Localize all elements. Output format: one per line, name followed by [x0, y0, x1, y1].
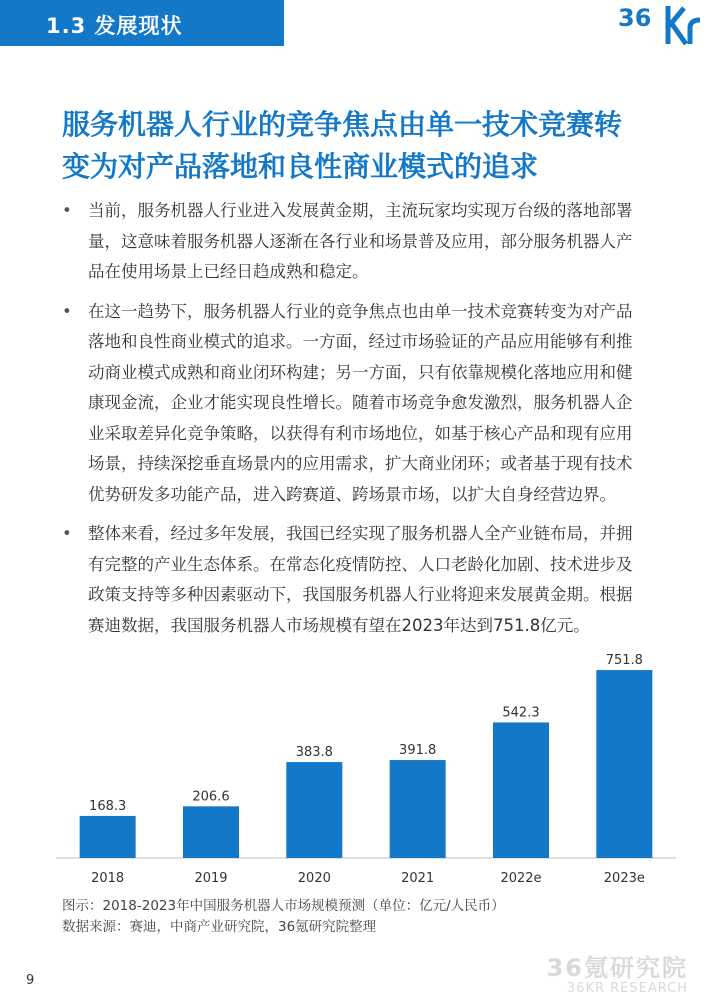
bullet-list	[62, 196, 662, 650]
bullet-marker: •	[62, 524, 72, 543]
x-tick-2022e: 2022e	[500, 871, 542, 886]
bullet-line: 优势研发多功能产品，进入跨赛道、跨场景市场，以扩大自身经营边界。	[88, 484, 616, 504]
bullet-line: 场景，持续深挖垂直场景内的应用需求，扩大商业闭环；或者基于现有技术	[88, 454, 633, 473]
36kr-logo	[610, 0, 706, 48]
bar-2018	[80, 816, 136, 858]
logo-number: 36	[618, 4, 652, 32]
page-title	[62, 104, 662, 188]
x-tick-2020: 2020	[297, 871, 331, 886]
data-source: 数据来源：赛迪，中商产业研究院，36氪研究院整理	[62, 919, 377, 935]
bullet-item-3	[62, 519, 662, 641]
x-tick-2018: 2018	[91, 871, 125, 886]
bar-2019	[183, 806, 239, 858]
bullet-line: 品在使用场景上已经日趋成熟和稳定。	[88, 262, 369, 281]
title-line-2: 变为对产品落地和良性商业模式的追求	[62, 150, 539, 183]
data-label-2020: 383.8	[295, 745, 333, 761]
figure-title: 图示：2018-2023年中国服务机器人市场规模预测（单位：亿元/人民币）	[62, 898, 505, 914]
bar-chart	[56, 650, 676, 890]
bullet-line: 当前，服务机器人行业进入发展黄金期，主流玩家均实现万台级的落地部署	[88, 201, 633, 220]
data-label-2021: 391.8	[399, 743, 437, 759]
bullet-line: 政策支持等多种因素驱动下，我国服务机器人行业将迎来发展黄金期。根据	[88, 585, 633, 604]
page-header	[0, 0, 710, 48]
36kr-logo-mark	[610, 0, 706, 48]
data-label-2022e: 542.3	[502, 705, 540, 721]
section-title: 1.3 发展现状	[46, 14, 183, 38]
bar-2021	[390, 760, 446, 858]
x-tick-2019: 2019	[194, 871, 228, 886]
bullet-marker: •	[62, 201, 72, 220]
bullet-line: 整体来看，经过多年发展，我国已经实现了服务机器人全产业链布局，并拥	[88, 524, 633, 543]
bullet-line: 康现金流，企业才能实现良性增长。随着市场竞争愈发激烈，服务机器人企	[88, 393, 633, 412]
bar-2023e	[596, 670, 652, 858]
section-tab	[0, 0, 284, 46]
data-label-2019: 206.6	[192, 789, 230, 805]
research-watermark	[547, 948, 688, 996]
data-label-2023e: 751.8	[605, 653, 643, 669]
bar-2020	[286, 762, 342, 858]
watermark-en: 36KR RESEARCH	[566, 981, 688, 996]
bullet-item-1	[62, 196, 662, 288]
bullet-line: 业采取差异化竞争策略，以获得有利市场地位，如基于核心产品和现有应用	[88, 423, 633, 443]
x-tick-2021: 2021	[401, 871, 435, 886]
bullet-marker: •	[62, 301, 72, 321]
figure-caption	[62, 896, 505, 938]
bullet-item-2	[62, 297, 662, 511]
x-tick-2023e: 2023e	[603, 871, 645, 886]
bar-2022e	[493, 722, 549, 858]
bullet-line: 在这一趋势下，服务机器人行业的竞争焦点也由单一技术竞赛转变为对产品	[88, 301, 633, 321]
data-label-2018: 168.3	[89, 798, 127, 814]
bullet-line: 量，这意味着服务机器人逐渐在各行业和场景普及应用，部分服务机器人产	[88, 231, 633, 251]
bullet-line: 有完整的产业生态体系。在常态化疫情防控、人口老龄化加剧、技术进步及	[88, 554, 633, 574]
market-size-chart	[56, 650, 676, 890]
bullet-line: 落地和良性商业模式的追求。一方面，经过市场验证的产品应用能够有利推	[88, 332, 633, 351]
title-line-1: 服务机器人行业的竞争焦点由单一技术竞赛转	[62, 108, 623, 141]
page-number: 9	[26, 973, 35, 988]
bullet-line: 赛迪数据，我国服务机器人市场规模有望在2023年达到751.8亿元。	[88, 615, 590, 635]
watermark-cn: 36氪研究院	[546, 954, 688, 982]
bullet-line: 动商业模式成熟和商业闭环构建；另一方面，只有依靠规模化落地应用和健	[88, 362, 633, 382]
